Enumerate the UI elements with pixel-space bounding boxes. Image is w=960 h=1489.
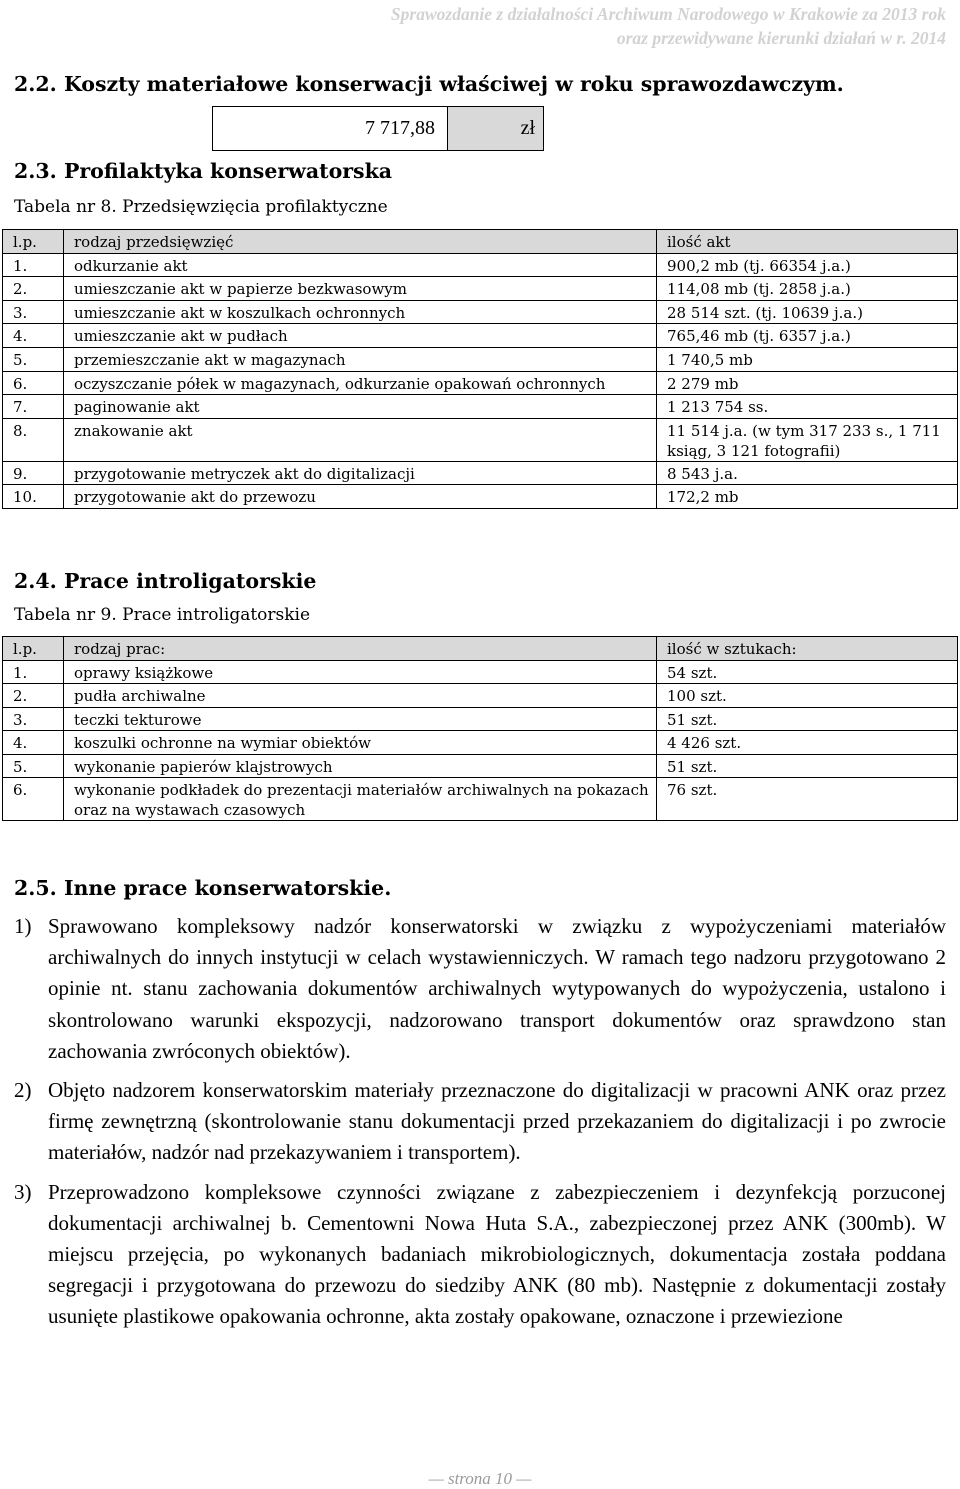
table-row <box>3 731 958 755</box>
cell-name: umieszczanie akt w papierze bezkwasowym <box>64 277 657 301</box>
cell-name: umieszczanie akt w pudłach <box>64 324 657 348</box>
cell-qty: 100 szt. <box>657 684 958 708</box>
running-head <box>186 2 946 50</box>
table-row <box>3 324 958 348</box>
list-item-number: 1) <box>14 914 32 938</box>
page-footer: — strona 10 — <box>428 1469 532 1488</box>
cell-qty: 51 szt. <box>657 707 958 731</box>
table-row <box>3 485 958 509</box>
cell-name: teczki tekturowe <box>64 707 657 731</box>
cell-qty: 54 szt. <box>657 660 958 684</box>
running-head-line-2: oraz przewidywane kierunki działań w r. 2014 <box>616 28 946 48</box>
table-9-caption: Tabela nr 9. Prace introligatorskie <box>14 605 311 625</box>
list-item-number: 3) <box>14 1179 32 1204</box>
table-row <box>3 347 958 371</box>
cell-lp: 5. <box>3 347 64 371</box>
cell-lp: 6. <box>3 778 64 821</box>
cell-lp: 4. <box>3 324 64 348</box>
table-row <box>3 395 958 419</box>
cell-qty: 51 szt. <box>657 754 958 778</box>
cell-qty: 8 543 j.a. <box>657 461 958 485</box>
cell-name: wykonanie papierów klajstrowych <box>64 754 657 778</box>
table-row <box>3 300 958 324</box>
header-qty: ilość w sztukach: <box>657 637 958 661</box>
cell-qty: 28 514 szt. (tj. 10639 j.a.) <box>657 300 958 324</box>
cell-qty: 11 514 j.a. (w tym 317 233 s., 1 711 ksiąg, 3 121 fotografii) <box>657 418 958 461</box>
cell-lp: 3. <box>3 707 64 731</box>
cell-lp: 1. <box>3 253 64 277</box>
header-name: rodzaj przedsięwzięć <box>64 230 657 254</box>
cell-qty: 172,2 mb <box>657 485 958 509</box>
cell-lp: 10. <box>3 485 64 509</box>
table-row <box>3 277 958 301</box>
cell-name: znakowanie akt <box>64 418 657 461</box>
list-item <box>14 1177 946 1333</box>
cell-name: pudła archiwalne <box>64 684 657 708</box>
cost-box <box>212 106 544 151</box>
cell-name: przygotowanie akt do przewozu <box>64 485 657 509</box>
cell-name: wykonanie podkładek do prezentacji materiałów archiwalnych na pokazach oraz na wystawach czasowych <box>64 778 657 821</box>
table-row <box>3 684 958 708</box>
cell-lp: 6. <box>3 371 64 395</box>
list-item-text: Przeprowadzono kompleksowe czynności związane z zabezpieczeniem i dezynfekcją porzuconej dokumentacji archiwalnej b. Cementowni Nowa Huta S.A., zabezpieczonej przez ANK (300mb). W miejscu przejęcia, po wykonanych badaniach mikrobiologicznych, dokumentacja została poddana segregacji i przygotowana do przewozu do siedziby ANK (80 mb). Następnie z dokumentacji zostały usunięte plastikowe opakowania ochronne, akta zostały opakowane, oznaczone i przewiezione <box>48 1179 946 1329</box>
cell-name: przemieszczanie akt w magazynach <box>64 347 657 371</box>
cell-name: oprawy książkowe <box>64 660 657 684</box>
cell-lp: 2. <box>3 277 64 301</box>
cell-name: paginowanie akt <box>64 395 657 419</box>
cell-lp: 8. <box>3 418 64 461</box>
cell-lp: 5. <box>3 754 64 778</box>
table-row <box>3 461 958 485</box>
section-2-5-heading: 2.5. Inne prace konserwatorskie. <box>14 876 392 900</box>
table-row <box>3 371 958 395</box>
cell-lp: 9. <box>3 461 64 485</box>
cell-qty: 4 426 szt. <box>657 731 958 755</box>
cell-name: oczyszczanie półek w magazynach, odkurzanie opakowań ochronnych <box>64 371 657 395</box>
table-header-row <box>3 230 958 254</box>
cell-lp: 7. <box>3 395 64 419</box>
section-2-4-heading: 2.4. Prace introligatorskie <box>14 569 317 593</box>
table-row <box>3 418 958 461</box>
cell-qty: 1 740,5 mb <box>657 347 958 371</box>
table-header-row <box>3 637 958 661</box>
list-item-number: 2) <box>14 1078 32 1103</box>
table-row <box>3 707 958 731</box>
table-8 <box>2 229 958 509</box>
header-qty: ilość akt <box>657 230 958 254</box>
cell-qty: 1 213 754 ss. <box>657 395 958 419</box>
list-item <box>14 1075 946 1169</box>
cell-name: przygotowanie metryczek akt do digitalizacji <box>64 461 657 485</box>
cell-qty: 114,08 mb (tj. 2858 j.a.) <box>657 277 958 301</box>
cell-name: odkurzanie akt <box>64 253 657 277</box>
cell-lp: 4. <box>3 731 64 755</box>
cell-name: koszulki ochronne na wymiar obiektów <box>64 731 657 755</box>
table-row <box>3 754 958 778</box>
cost-value: 7 717,88 <box>213 107 448 150</box>
section-2-2-heading: 2.2. Koszty materiałowe konserwacji właściwej w roku sprawozdawczym. <box>14 72 844 96</box>
running-head-line-1: Sprawozdanie z działalności Archiwum Narodowego w Krakowie za 2013 rok <box>390 4 946 24</box>
section-2-5-list <box>14 911 946 1341</box>
list-item-text: Objęto nadzorem konserwatorskim materiały przeznaczone do digitalizacji w pracowni ANK oraz przez firmę zewnętrzną (skontrolowanie stanu dokumentacji przed przekazaniem do digitalizacji i po zwrocie materiałów, nadzór nad przekazywaniem i transportem). <box>48 1078 946 1165</box>
table-row <box>3 253 958 277</box>
cost-unit: zł <box>448 107 543 150</box>
cell-qty: 765,46 mb (tj. 6357 j.a.) <box>657 324 958 348</box>
cell-lp: 2. <box>3 684 64 708</box>
table-row <box>3 778 958 821</box>
cell-name: umieszczanie akt w koszulkach ochronnych <box>64 300 657 324</box>
cell-qty: 2 279 mb <box>657 371 958 395</box>
header-lp: l.p. <box>3 230 64 254</box>
section-2-3-heading: 2.3. Profilaktyka konserwatorska <box>14 159 393 183</box>
list-item-text: Sprawowano kompleksowy nadzór konserwatorski w związku z wypożyczeniami materiałów archiwalnych do innych instytucji w celach wystawienniczych. W ramach tego nadzoru przygotowano 2 opinie nt. stanu zachowania dokumentów archiwalnych wytypowanych do wypożyczenia, ustalono i skontrolowano warunki ekspozycji, nadzorowano transport dokumentów oraz sprawdzono stan zachowania zwróconych obiektów). <box>48 914 946 1063</box>
cell-lp: 1. <box>3 660 64 684</box>
header-lp: l.p. <box>3 637 64 661</box>
list-item <box>14 911 946 1067</box>
header-name: rodzaj prac: <box>64 637 657 661</box>
table-8-caption: Tabela nr 8. Przedsięwzięcia profilaktyczne <box>14 197 388 217</box>
cell-qty: 900,2 mb (tj. 66354 j.a.) <box>657 253 958 277</box>
cell-qty: 76 szt. <box>657 778 958 821</box>
table-row <box>3 660 958 684</box>
cell-lp: 3. <box>3 300 64 324</box>
table-9 <box>2 636 958 821</box>
